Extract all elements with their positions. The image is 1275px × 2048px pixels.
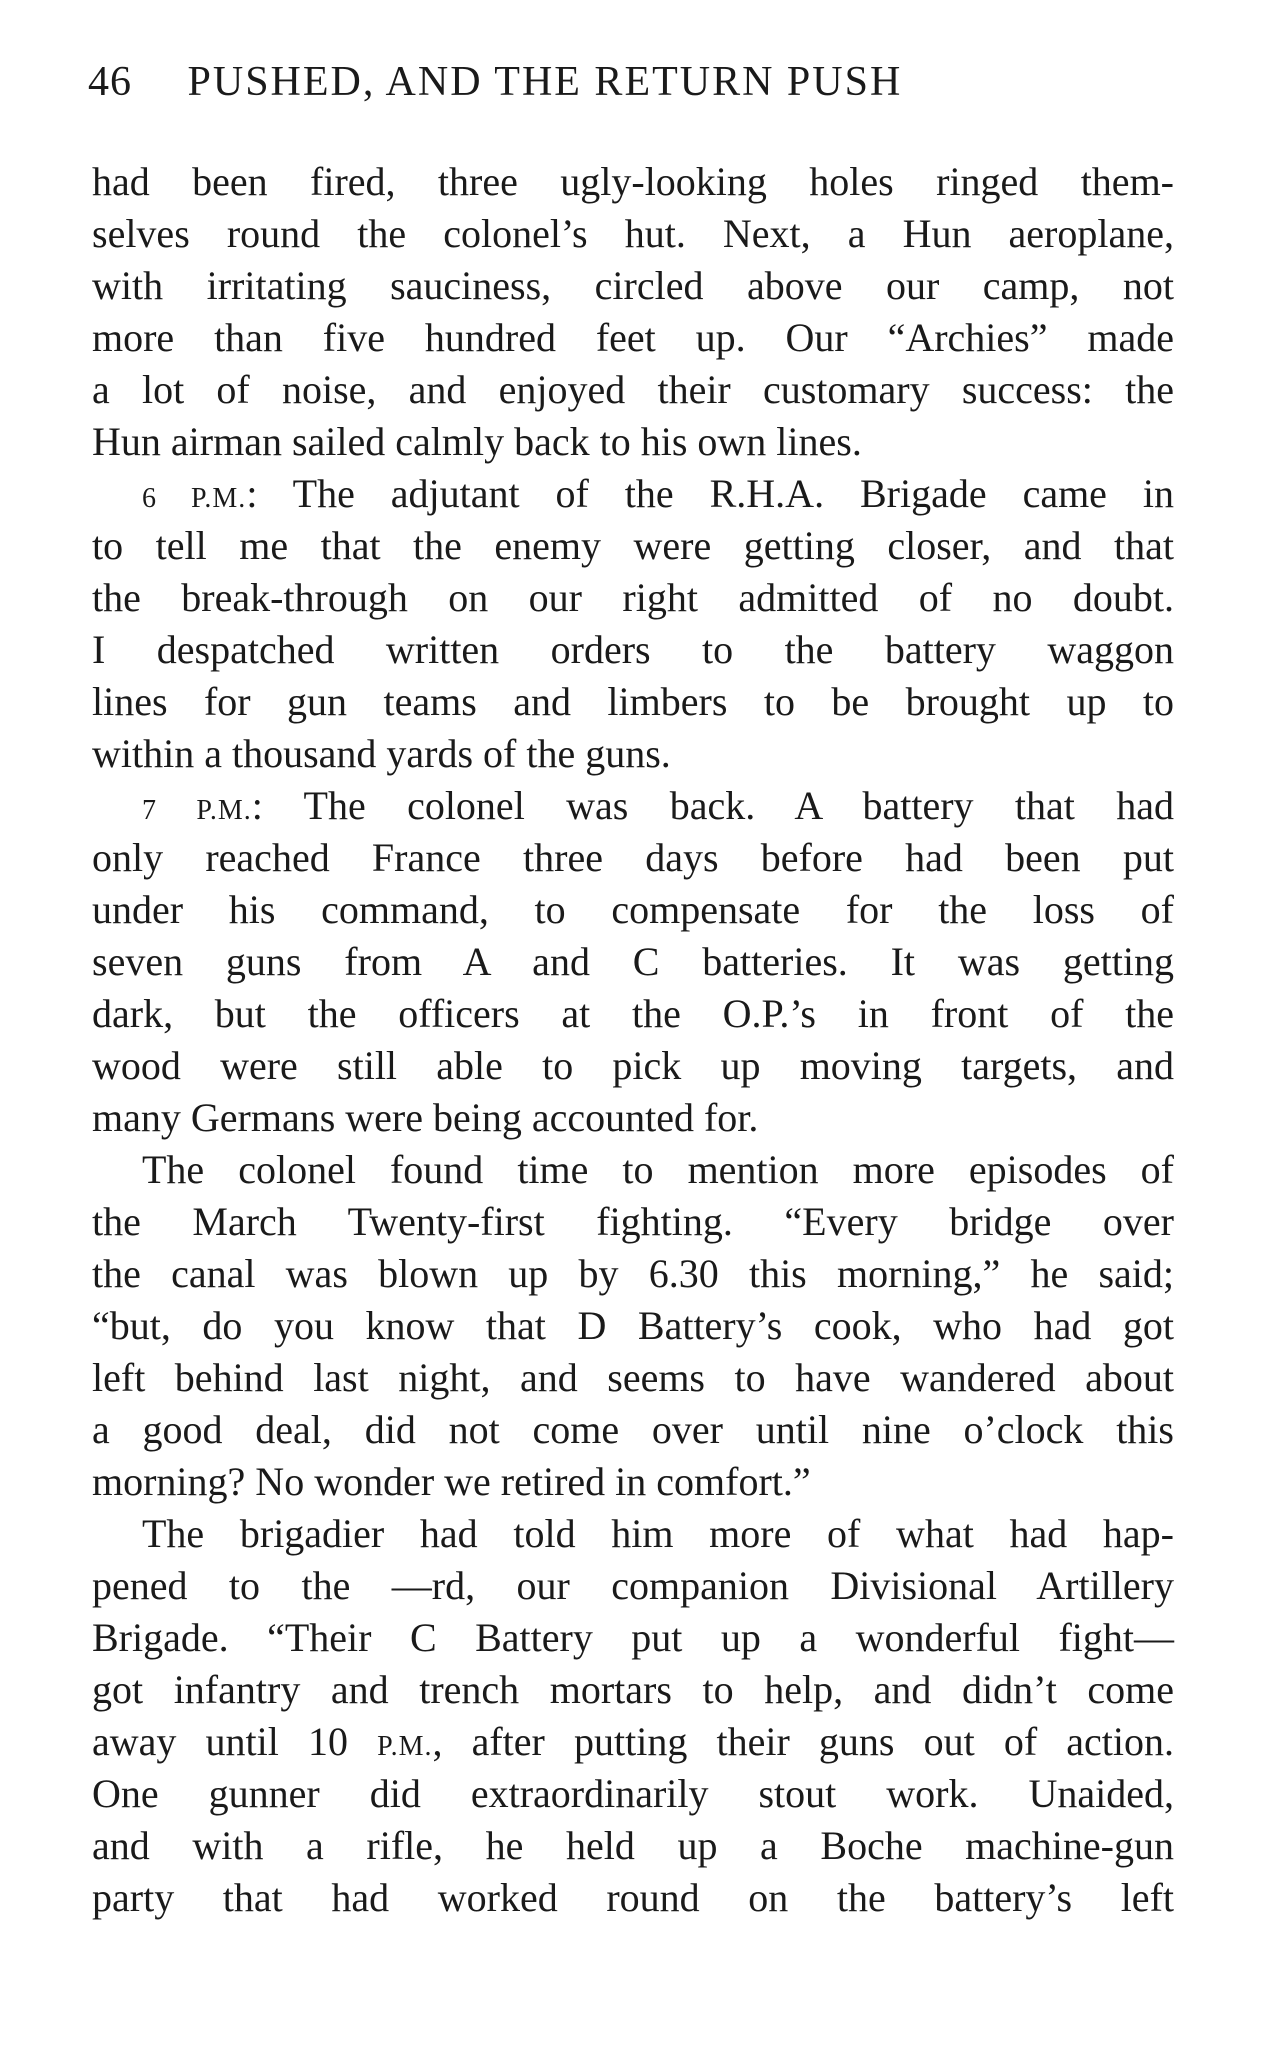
text-line: the break-through on our right admitted of no doubt. <box>92 575 1174 620</box>
text-line: a lot of noise, and enjoyed their customary success: the <box>92 367 1174 412</box>
text-line: Brigade. “Their C Battery put up a wonderful fight— <box>92 1615 1174 1660</box>
line-text: away until 10 <box>92 1719 378 1764</box>
text-line: seven guns from A and C batteries. It was getting <box>92 939 1174 984</box>
line-text: : The adjutant of the R.H.A. Brigade came in <box>246 471 1174 516</box>
text-line: had been fired, three ugly-looking holes ringed them- <box>92 159 1174 204</box>
time-mark: 7 P.M. <box>142 795 252 826</box>
text-line: within a thousand yards of the guns. <box>92 731 671 776</box>
text-line: under his command, to compensate for the loss of <box>92 887 1174 932</box>
text-line: got infantry and trench mortars to help, and didn’t come <box>92 1667 1174 1712</box>
text-line: The brigadier had told him more of what had hap- <box>142 1511 1174 1556</box>
text-line: with irritating sauciness, circled above our camp, not <box>92 263 1174 308</box>
text-line: the canal was blown up by 6.30 this morning,” he said; <box>92 1251 1174 1296</box>
text-line: more than five hundred feet up. Our “Archies” made <box>92 315 1174 360</box>
text-line: lines for gun teams and limbers to be brought up to <box>92 679 1174 724</box>
text-line: many Germans were being accounted for. <box>92 1095 759 1140</box>
text-line <box>92 1716 1174 1768</box>
text-line: to tell me that the enemy were getting closer, and that <box>92 523 1174 568</box>
page-number: 46 <box>88 59 132 105</box>
text-line: party that had worked round on the battery’s left <box>92 1875 1174 1920</box>
line-text: , after putting their guns out of action. <box>432 1719 1174 1764</box>
text-line: only reached France three days before had been put <box>92 835 1174 880</box>
text-line: the March Twenty-first fighting. “Every bridge over <box>92 1199 1174 1244</box>
text-line: and with a rifle, he held up a Boche machine-gun <box>92 1823 1174 1868</box>
text-line: I despatched written orders to the battery waggon <box>92 627 1174 672</box>
text-line: dark, but the officers at the O.P.’s in front of the <box>92 991 1174 1036</box>
text-line: The colonel found time to mention more episodes of <box>142 1147 1174 1192</box>
text-line: morning? No wonder we retired in comfort.” <box>92 1459 811 1504</box>
running-title: PUSHED, AND THE RETURN PUSH <box>187 59 903 105</box>
text-line <box>92 780 1174 832</box>
text-line: “but, do you know that D Battery’s cook, who had got <box>92 1303 1174 1348</box>
running-head <box>88 58 1148 108</box>
text-line: selves round the colonel’s hut. Next, a Hun aeroplane, <box>92 211 1174 256</box>
line-text: : The colonel was back. A battery that had <box>251 783 1174 828</box>
text-line: pened to the —rd, our companion Divisional Artillery <box>92 1563 1174 1608</box>
text-line: One gunner did extraordinarily stout work. Unaided, <box>92 1771 1174 1816</box>
text-line: left behind last night, and seems to have wandered about <box>92 1355 1174 1400</box>
time-mark: P.M. <box>377 1731 433 1762</box>
text-line: Hun airman sailed calmly back to his own lines. <box>92 419 862 464</box>
text-line <box>92 468 1174 520</box>
text-line: wood were still able to pick up moving targets, and <box>92 1043 1174 1088</box>
time-mark: 6 P.M. <box>142 483 247 514</box>
text-line: a good deal, did not come over until nine o’clock this <box>92 1407 1174 1452</box>
body-text <box>92 156 1174 1924</box>
